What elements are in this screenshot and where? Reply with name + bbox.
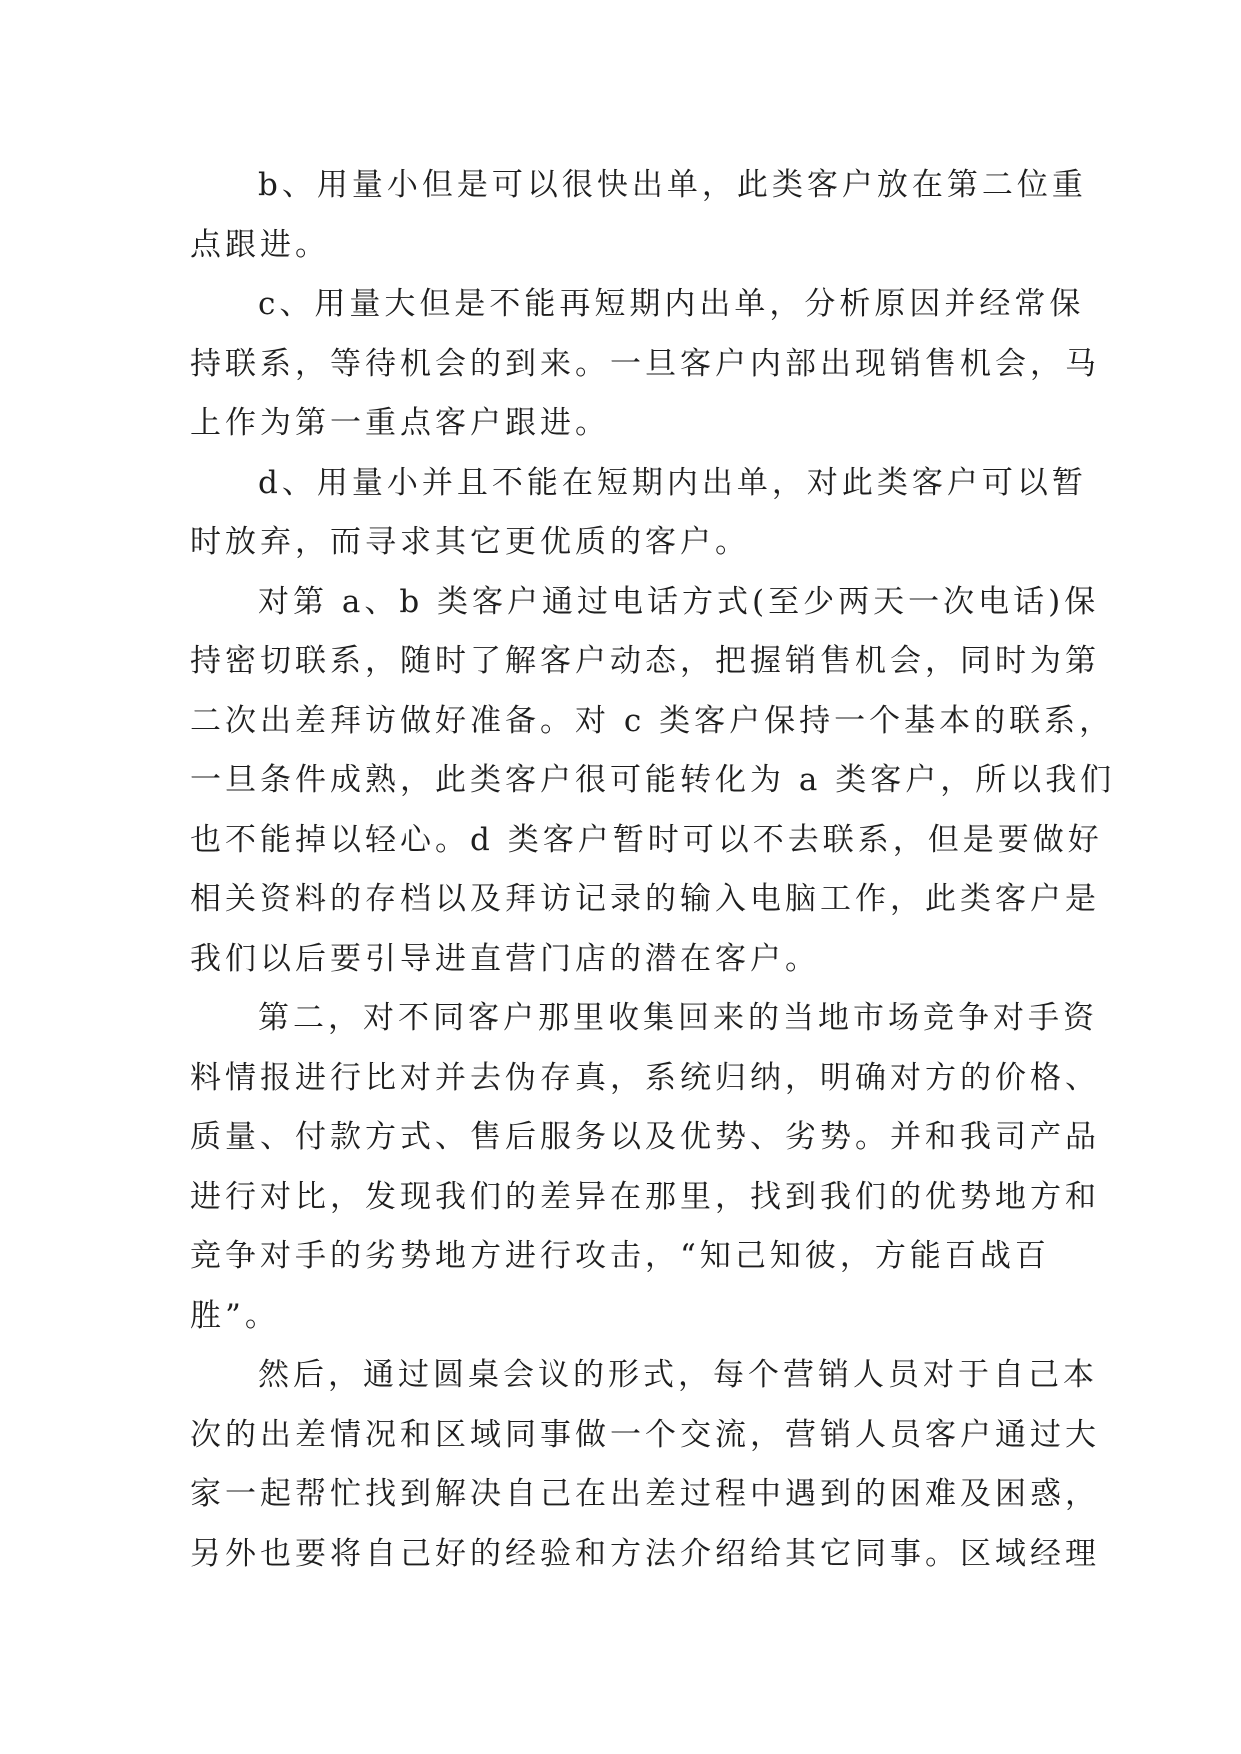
paragraph-line: 相关资料的存档以及拜访记录的输入电脑工作，此类客户是 [190, 881, 1100, 917]
paragraph-line: 家一起帮忙找到解决自己在出差过程中遇到的困难及困惑， [190, 1476, 1100, 1512]
paragraph-customer-contact [190, 573, 1116, 990]
paragraph-line: 胜”。 [190, 1297, 280, 1334]
paragraph-competitor-analysis [190, 989, 1100, 1346]
paragraph-line: d、用量小并且不能在短期内出单，对此类客户可以暂 [258, 464, 1087, 501]
paragraph-b [190, 156, 1087, 275]
paragraph-line: 持密切联系，随时了解客户动态，把握销售机会，同时为第 [190, 643, 1100, 679]
paragraph-line: 料情报进行比对并去伪存真，系统归纳，明确对方的价格、 [190, 1059, 1100, 1096]
paragraph-line: 对第 a、b 类客户通过电话方式(至少两天一次电话)保 [258, 583, 1100, 620]
paragraph-line: 进行对比，发现我们的差异在那里，找到我们的优势地方和 [190, 1178, 1100, 1215]
paragraph-line: 上作为第一重点客户跟进。 [190, 405, 610, 441]
paragraph-roundtable [190, 1346, 1100, 1584]
paragraph-line: c、用量大但是不能再短期内出单，分析原因并经常保 [258, 286, 1085, 322]
paragraph-line: 质量、付款方式、售后服务以及优势、劣势。并和我司产品 [190, 1119, 1100, 1155]
paragraph-line: b、用量小但是可以很快出单，此类客户放在第二位重 [258, 167, 1087, 203]
paragraph-line: 另外也要将自己好的经验和方法介绍给其它同事。区域经理 [190, 1535, 1100, 1572]
paragraph-line: 次的出差情况和区域同事做一个交流，营销人员客户通过大 [190, 1416, 1100, 1453]
paragraph-line: 一旦条件成熟，此类客户很可能转化为 a 类客户，所以我们 [190, 762, 1116, 798]
paragraph-line: 点跟进。 [190, 226, 330, 263]
document-body [190, 156, 1116, 1584]
paragraph-line: 我们以后要引导进直营门店的潜在客户。 [190, 940, 820, 977]
paragraph-line: 持联系，等待机会的到来。一旦客户内部出现销售机会，马 [190, 345, 1100, 382]
paragraph-line: 然后，通过圆桌会议的形式，每个营销人员对于自己本 [258, 1357, 1098, 1393]
paragraph-line: 二次出差拜访做好准备。对 c 类客户保持一个基本的联系， [190, 702, 1115, 739]
paragraph-line: 第二，对不同客户那里收集回来的当地市场竞争对手资 [258, 1000, 1098, 1036]
paragraph-d [190, 454, 1087, 573]
paragraph-line: 竞争对手的劣势地方进行攻击，“知己知彼，方能百战百 [190, 1238, 1050, 1274]
paragraph-line: 时放弃，而寻求其它更优质的客户。 [190, 524, 750, 560]
paragraph-c [190, 275, 1100, 454]
paragraph-line: 也不能掉以轻心。d 类客户暂时可以不去联系，但是要做好 [190, 821, 1103, 858]
